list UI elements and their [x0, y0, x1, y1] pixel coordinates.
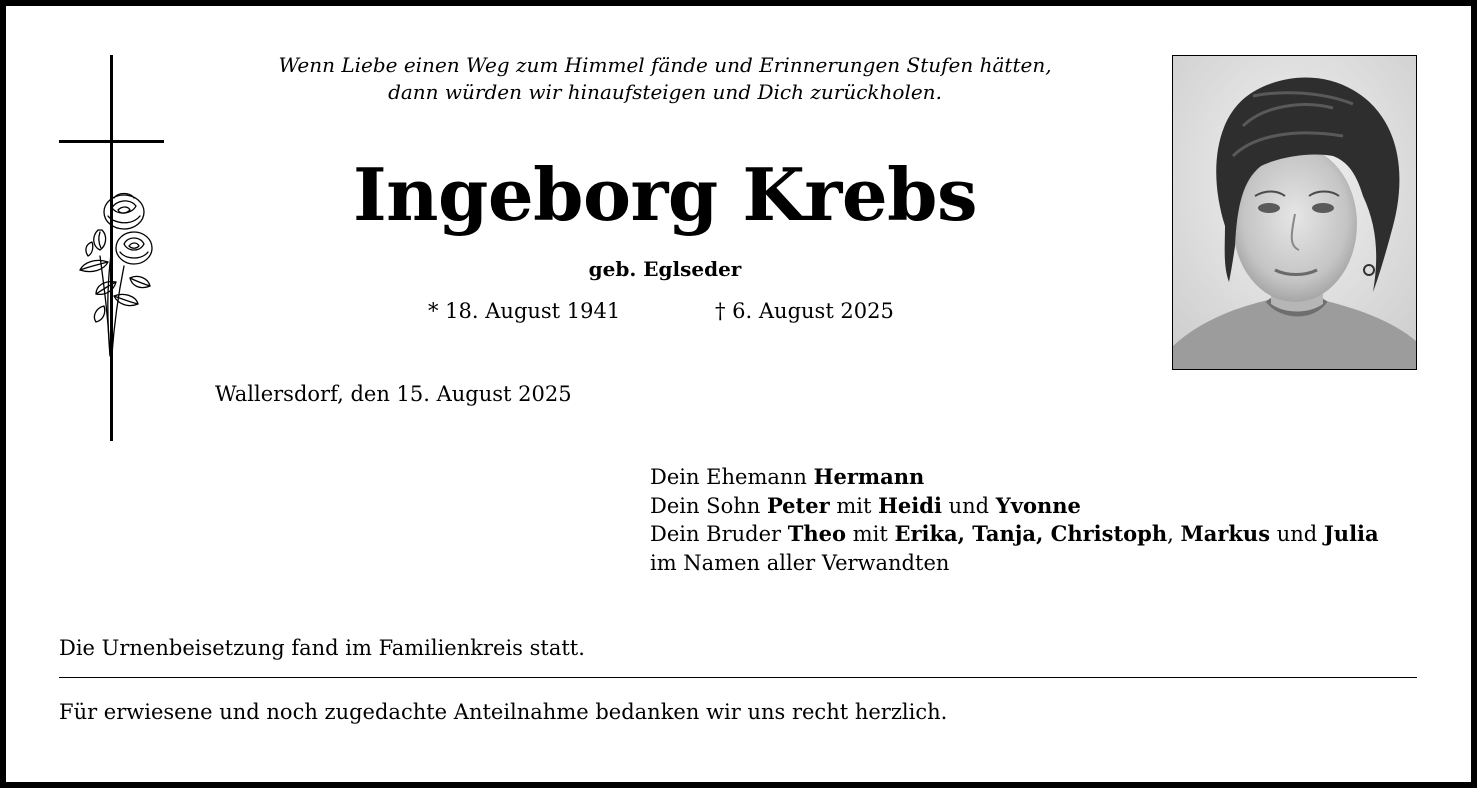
cross-horizontal-bar	[59, 140, 164, 143]
death-date: † 6. August 2025	[715, 299, 894, 323]
portrait-image	[1173, 56, 1416, 369]
quote-line-2: dann würden wir hinaufsteigen und Dich zurückholen.	[388, 80, 942, 104]
portrait-photo	[1172, 55, 1417, 370]
mourner-line-husband: Dein Ehemann Hermann	[650, 464, 925, 489]
place-and-date: Wallersdorf, den 15. August 2025	[215, 382, 572, 406]
mourner-line-son: Dein Sohn Peter mit Heidi und Yvonne	[650, 492, 1081, 518]
quote-line-1: Wenn Liebe einen Weg zum Himmel fände und Erinnerungen Stufen hätten,	[278, 53, 1052, 77]
thanks-note: Für erwiesene und noch zugedachte Anteilnahme bedanken wir uns recht herzlich.	[59, 700, 948, 724]
mourners-list	[650, 463, 1379, 577]
deceased-name: Ingeborg Krebs	[352, 152, 978, 237]
roses-icon	[74, 186, 160, 362]
birth-date: * 18. August 1941	[428, 299, 621, 323]
divider-line	[59, 677, 1417, 678]
maiden-name: geb. Eglseder	[588, 257, 742, 281]
mourner-line-relatives: im Namen aller Verwandten	[650, 550, 950, 575]
burial-note: Die Urnenbeisetzung fand im Familienkreis statt.	[59, 636, 585, 660]
mourner-line-brother: Dein Bruder Theo mit Erika, Tanja, Christoph, Markus und Julia	[650, 521, 1379, 546]
memorial-quote	[170, 52, 1160, 106]
